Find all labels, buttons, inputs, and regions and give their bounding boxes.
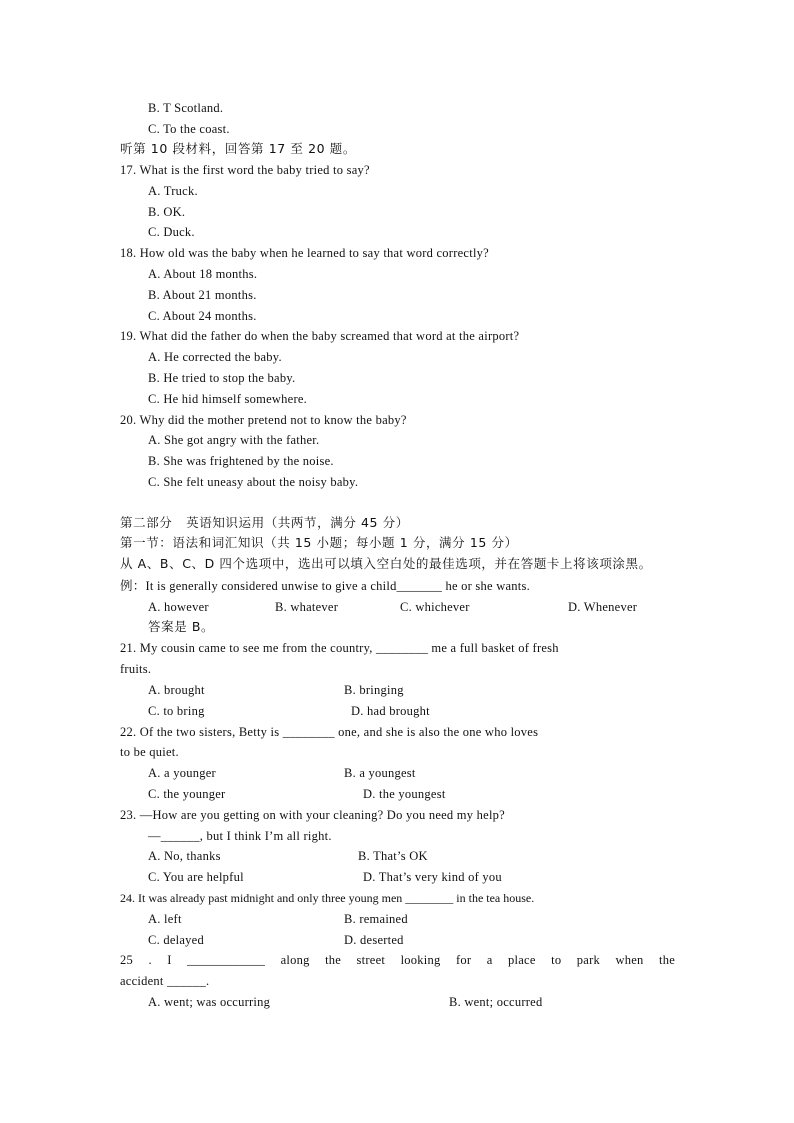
question-18-stem: 18. How old was the baby when he learned to say that word correctly? <box>120 246 489 260</box>
option-line: C. Duck. <box>148 225 195 239</box>
option-line: A. About 18 months. <box>148 267 258 281</box>
option-line: A. however <box>148 600 209 614</box>
option-line: B. T Scotland. <box>148 101 224 115</box>
question-21-stem-cont: fruits. <box>120 662 152 676</box>
section-one-title: 第一节：语法和词汇知识（共 15 小题；每小题 1 分，满分 15 分） <box>120 535 518 550</box>
question-23-stem: 23. —How are you getting on with your cleaning? Do you need my help? <box>120 808 505 822</box>
option-line: C. whichever <box>400 600 470 614</box>
option-line: C. To the coast. <box>148 122 230 136</box>
question-22-stem-cont: to be quiet. <box>120 745 179 759</box>
option-line: B. OK. <box>148 205 186 219</box>
option-line: A. left <box>148 912 182 926</box>
option-line: C. delayed <box>148 933 204 947</box>
option-line: D. That’s very kind of you <box>363 870 502 884</box>
option-line: C. You are helpful <box>148 870 244 884</box>
question-25-stem: 25 . I ____________ along the street looking for a place to park when the <box>120 953 675 967</box>
question-21-stem: 21. My cousin came to see me from the country, ________ me a full basket of fresh <box>120 641 559 655</box>
part-two-title: 第二部分 英语知识运用（共两节，满分 45 分） <box>120 515 409 530</box>
question-20-stem: 20. Why did the mother pretend not to know the baby? <box>120 413 407 427</box>
example-stem: 例：It is generally considered unwise to give a child_______ he or she wants. <box>120 579 530 593</box>
listening-section-heading: 听第 10 段材料，回答第 17 至 20 题。 <box>120 141 356 156</box>
option-line: C. to bring <box>148 704 205 718</box>
option-line: D. the youngest <box>363 787 446 801</box>
option-line: C. About 24 months. <box>148 309 257 323</box>
option-line: D. deserted <box>344 933 404 947</box>
option-line: A. went; was occurring <box>148 995 271 1009</box>
option-line: C. He hid himself somewhere. <box>148 392 308 406</box>
option-line: A. Truck. <box>148 184 198 198</box>
option-line: B. whatever <box>275 600 339 614</box>
question-24-stem: 24. It was already past midnight and only three young men ________ in the tea house. <box>120 891 535 905</box>
option-line: B. remained <box>344 912 408 926</box>
option-line: B. She was frightened by the noise. <box>148 454 334 468</box>
option-line: C. She felt uneasy about the noisy baby. <box>148 475 359 489</box>
option-line: D. had brought <box>351 704 430 718</box>
question-23-reply: —______, but I think I’m all right. <box>148 829 332 843</box>
option-line: A. brought <box>148 683 205 697</box>
question-17-stem: 17. What is the first word the baby tried to say? <box>120 163 370 177</box>
option-line: D. Whenever <box>568 600 638 614</box>
option-line: A. He corrected the baby. <box>148 350 282 364</box>
option-line: B. That’s OK <box>358 849 428 863</box>
question-19-stem: 19. What did the father do when the baby screamed that word at the airport? <box>120 329 520 343</box>
question-22-stem: 22. Of the two sisters, Betty is ________ one, and she is also the one who loves <box>120 725 539 739</box>
option-line: B. went; occurred <box>449 995 543 1009</box>
section-instruction: 从 A、B、C、D 四个选项中，选出可以填入空白处的最佳选项，并在答题卡上将该项涂黑。 <box>120 556 652 571</box>
question-25-stem-cont: accident ______. <box>120 974 210 988</box>
example-answer: 答案是 B。 <box>148 619 215 634</box>
option-line: B. bringing <box>344 683 404 697</box>
option-line: B. He tried to stop the baby. <box>148 371 296 385</box>
option-line: A. No, thanks <box>148 849 221 863</box>
option-line: C. the younger <box>148 787 226 801</box>
option-line: B. About 21 months. <box>148 288 257 302</box>
option-line: A. a younger <box>148 766 216 780</box>
option-line: B. a youngest <box>344 766 416 780</box>
option-line: A. She got angry with the father. <box>148 433 320 447</box>
